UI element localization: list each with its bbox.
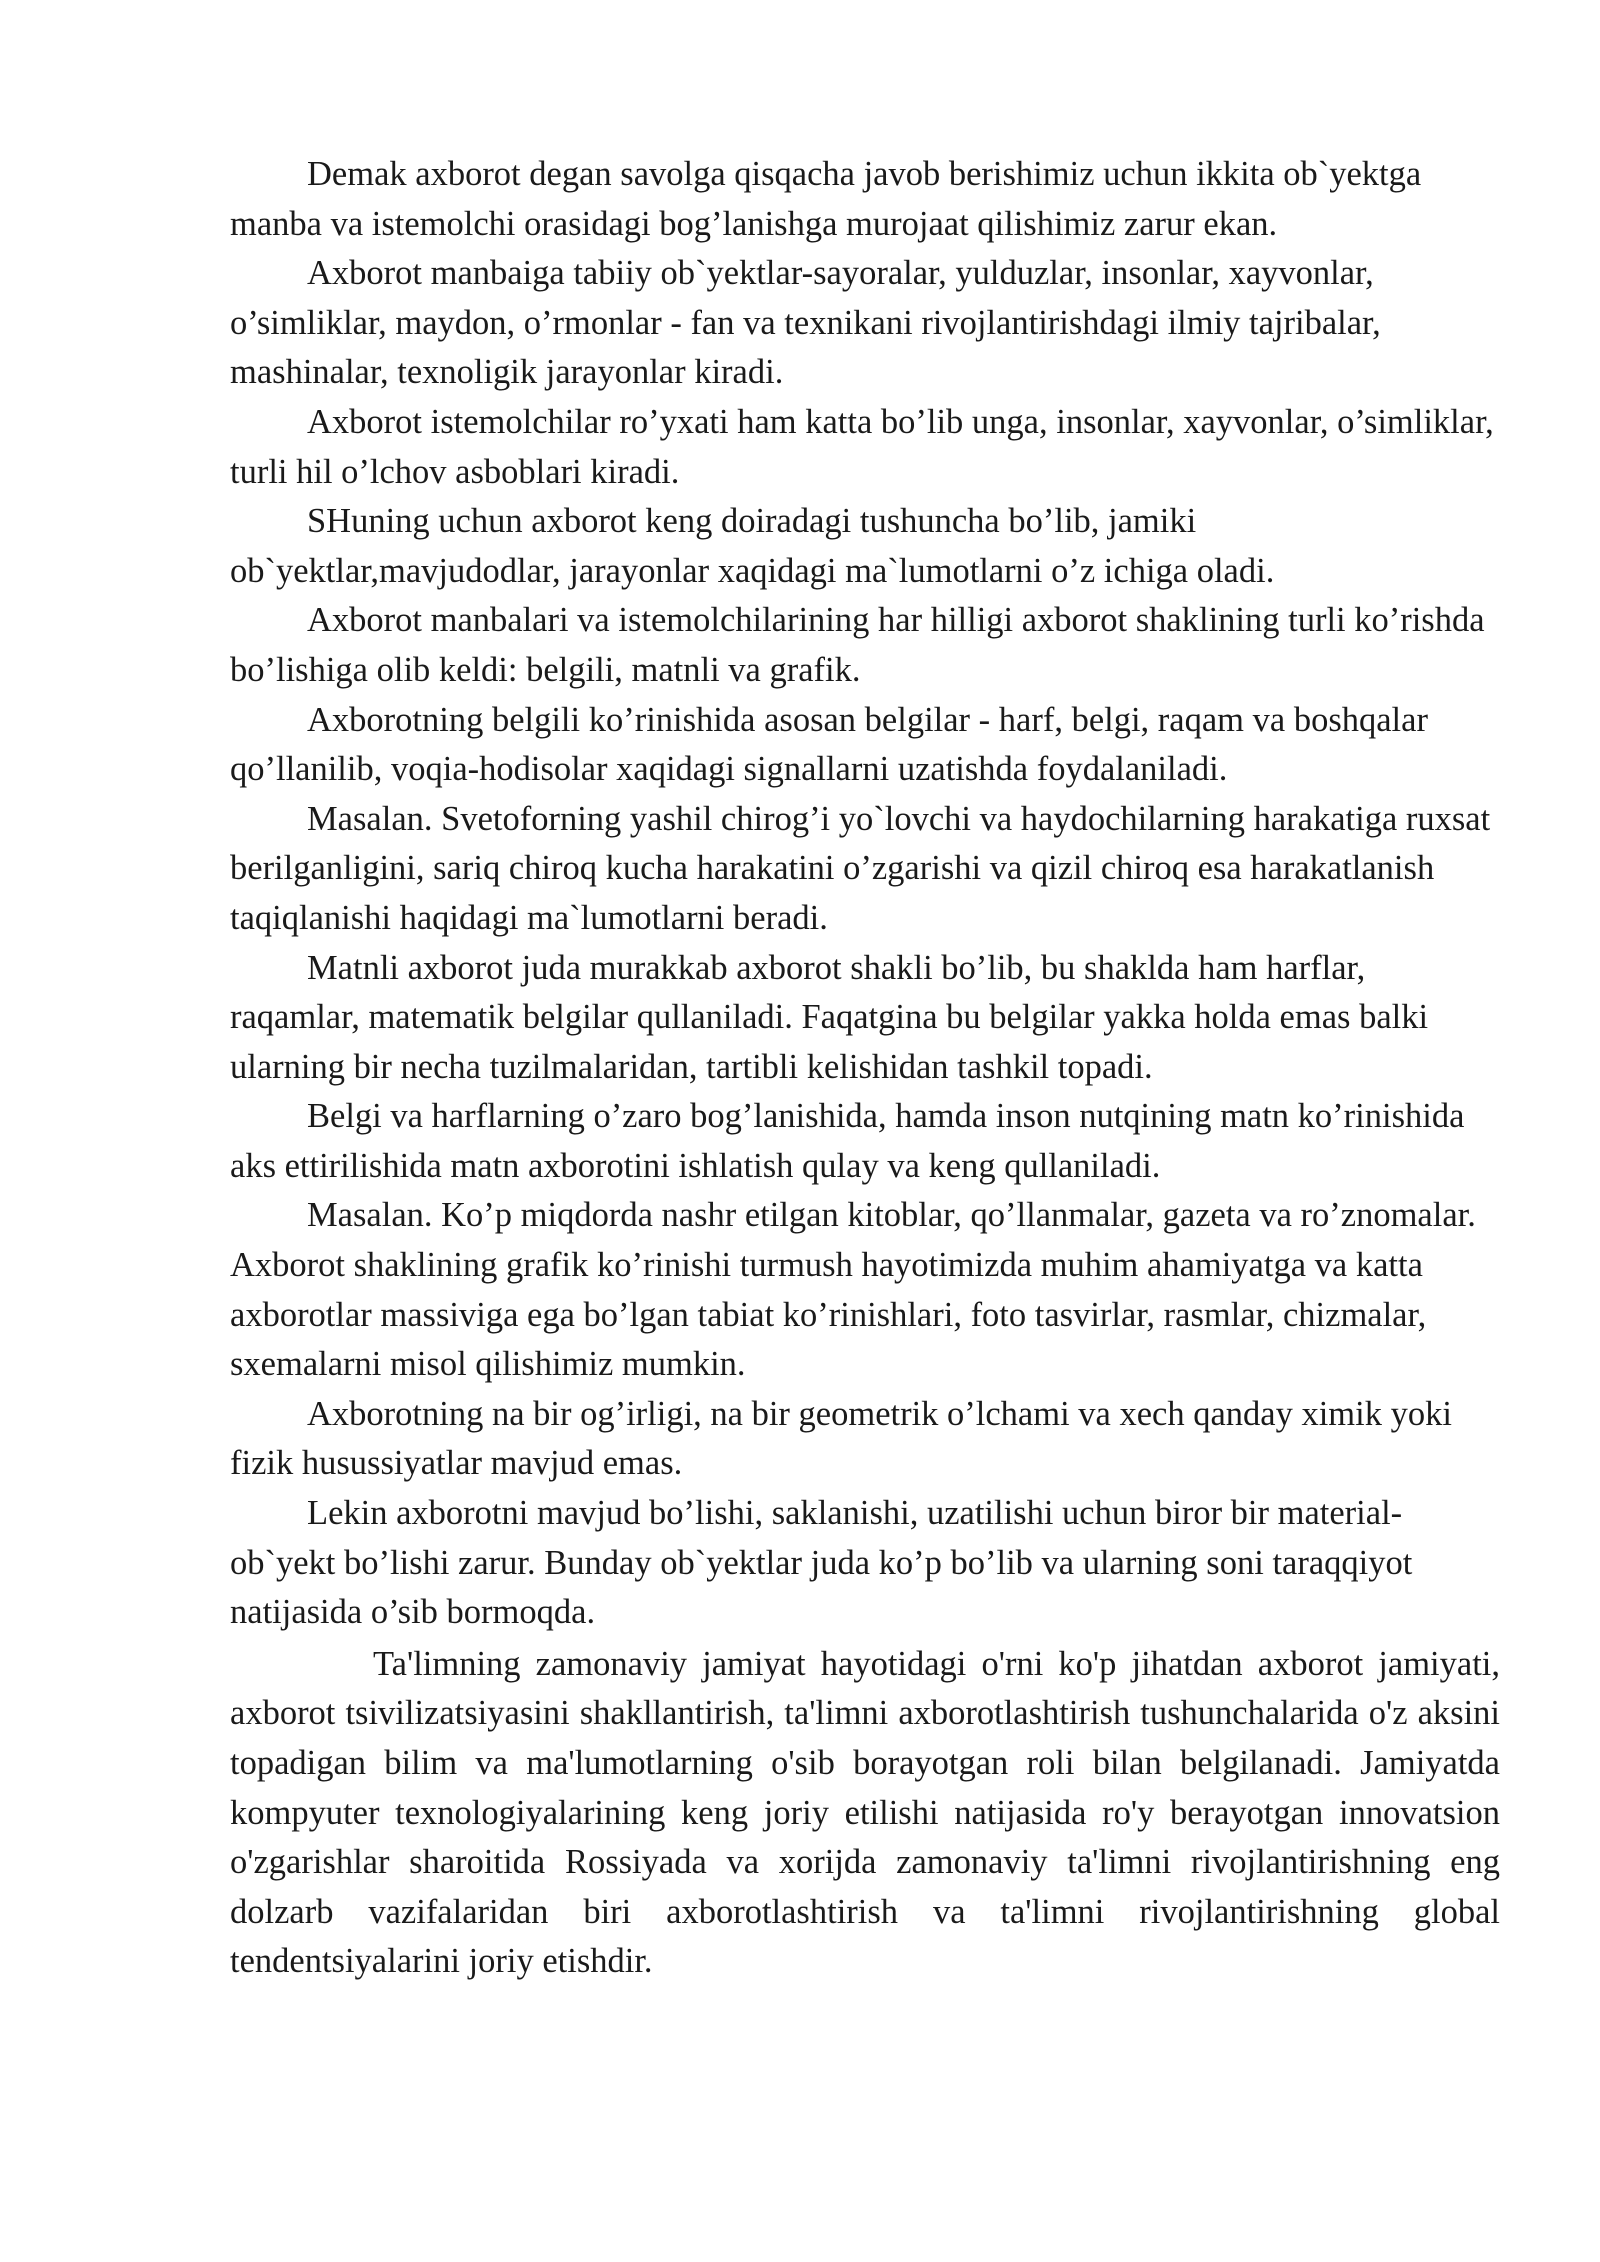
paragraph-1: Demak axborot degan savolga qisqacha javob berishimiz uchun ikkita ob`yektga manba va istemolchi orasidagi bog’lanishga murojaat qilishimiz zarur ekan. — [230, 155, 1422, 243]
paragraph-2: Axborot manbaiga tabiiy ob`yektlar-sayoralar, yulduzlar, insonlar, xayvonlar, o’simliklar, maydon, o’rmonlar - fan va texnikani rivojlantirishdagi ilmiy tajribalar, mashinalar, texnoligik jarayonlar kiradi. — [230, 254, 1381, 392]
paragraph-6: Axborotning belgili ko’rinishida asosan belgilar - harf, belgi, raqam va boshqalar qo’llanilib, voqia-hodisolar xaqidagi signallarni uzatishda foydalaniladi. — [230, 700, 1428, 789]
document-page — [230, 150, 1500, 1987]
paragraph-4: SHuning uchun axborot keng doiradagi tushuncha bo’lib, jamiki ob`yektlar,mavjudodlar, jarayonlar xaqidagi ma`lumotlarni o’z ichiga oladi. — [230, 502, 1275, 590]
paragraph-8: Matnli axborot juda murakkab axborot shakli bo’lib, bu shaklda ham harflar, raqamlar, matematik belgilar qullaniladi. Faqatgina bu belgilar yakka holda emas balki ularning bir necha tuzilmalaridan, tartibli kelishidan tashkil topadi. — [230, 948, 1429, 1086]
paragraph-3: Axborot istemolchilar ro’yxati ham katta bo’lib unga, insonlar, xayvonlar, o’simliklar, turli hil o’lchov asboblari kiradi. — [230, 402, 1494, 491]
paragraph-13: Ta'limning zamonaviy jamiyat hayotidagi o'rni ko'p jihatdan axborot jamiyati, axborot tsivilizatsiyasini shakllantirish, ta'limni axborotlashtirish tushunchalarida o'z aksini topadigan bilim va ma'lumotlarning o'sib borayotgan roli bilan belgilanadi. Jamiyatda kompyuter texnologiyalarining keng joriy etilishi natijasida ro'y berayotgan innovatsion o'zgarishlar sharoitida Rossiyada va xorijda zamonaviy ta'limni rivojlantirishning eng dolzarb vazifalaridan biri axborotlashtirish va ta'limni rivojlantirishning global tendentsiyalarini joriy etishdir. — [230, 1644, 1500, 1981]
paragraph-5: Axborot manbalari va istemolchilarining har hilligi axborot shaklining turli ko’rishda bo’lishiga olib keldi: belgili, matnli va grafik. — [230, 601, 1485, 689]
paragraph-10: Masalan. Ko’p miqdorda nashr etilgan kitoblar, qo’llanmalar, gazeta va ro’znomalar. Axborot shaklining grafik ko’rinishi turmush hayotimizda muhim ahamiyatga va katta axborotlar massiviga ega bo’lgan tabiat ko’rinishlari, foto tasvirlar, rasmlar, chizmalar, sxemalarni misol qilishimiz mumkin. — [230, 1196, 1476, 1384]
paragraph-12: Lekin axborotni mavjud bo’lishi, saklanishi, uzatilishi uchun biror bir material-ob`yekt bo’lishi zarur. Bunday ob`yektlar juda ko’p bo’lib va ularning soni taraqqiyot natijasida o’sib bormoqda. — [230, 1494, 1413, 1632]
paragraph-9: Belgi va harflarning o’zaro bog’lanishida, hamda inson nutqining matn ko’rinishida aks ettirilishida matn axborotini ishlatish qulay va keng qullaniladi. — [230, 1097, 1465, 1185]
paragraph-7: Masalan. Svetoforning yashil chirog’i yo`lovchi va haydochilarning harakatiga ruxsat berilganligini, sariq chiroq kucha harakatini o’zgarishi va qizil chiroq esa harakatlanish taqiqlanishi haqidagi ma`lumotlarni beradi. — [230, 799, 1491, 937]
paragraph-11: Axborotning na bir og’irligi, na bir geometrik o’lchami va xech qanday ximik yoki fizik husussiyatlar mavjud emas. — [230, 1394, 1452, 1483]
